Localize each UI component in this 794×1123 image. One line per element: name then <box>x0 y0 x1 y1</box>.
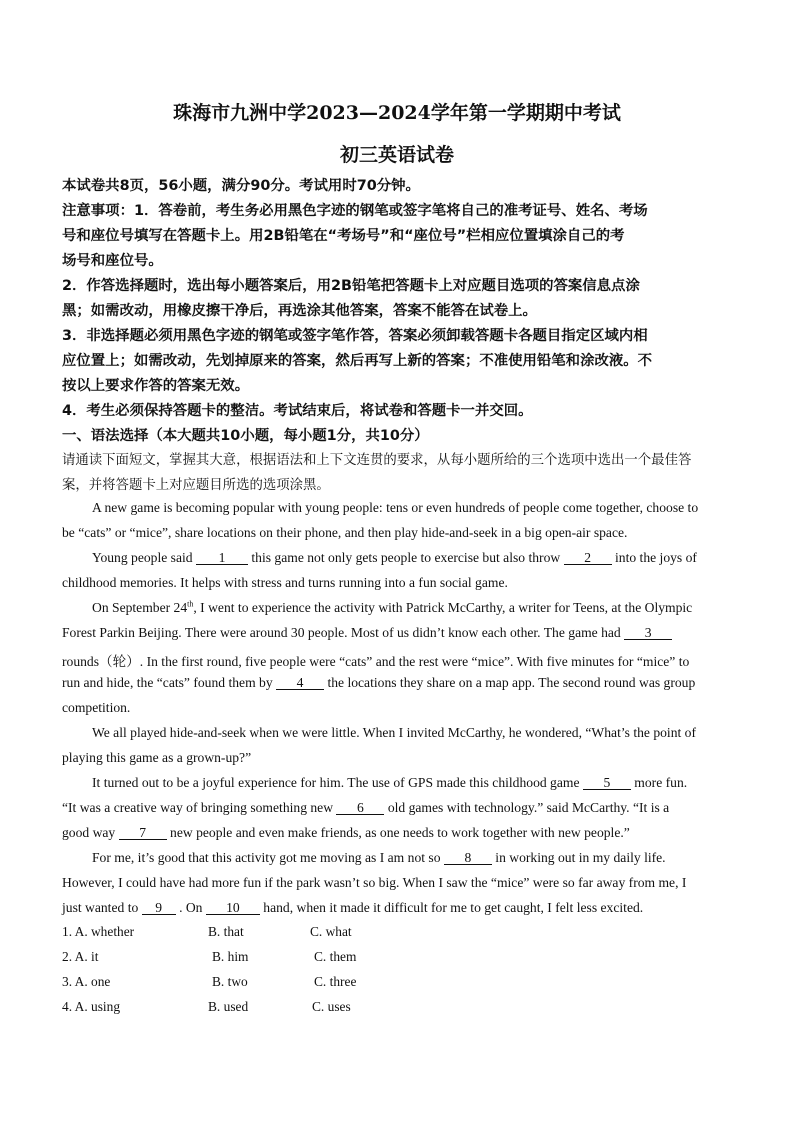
passage-text: run and hide, the “cats” found them by <box>62 675 277 690</box>
passage-text: more fun. <box>630 775 688 790</box>
instruction-line: 2．作答选择题时，选出每小题答案后，用2B铅笔把答题卡上对应题目选项的答案信息点涂 <box>62 278 640 294</box>
passage-text: old games with technology.” said McCarthy. “It is a <box>384 800 670 815</box>
passage-text: “It was a creative way of bringing something new <box>62 800 337 815</box>
passage-line: competition. <box>62 700 131 715</box>
passage-text: this game not only gets people to exercise but also throw <box>247 550 564 565</box>
passage-line: However, I could have had more fun if the park wasn’t so big. When I saw the “mice” were so far away from me, I <box>62 875 687 890</box>
option-c: C. them <box>314 949 357 964</box>
blank-2: 2 <box>564 551 612 565</box>
blank-10: 10 <box>206 901 260 915</box>
passage-text: , I went to experience the activity with Patrick McCarthy, a writer for Teens, at the Olympic <box>193 600 693 615</box>
option-a: 4. A. using <box>62 999 121 1014</box>
section-directions: 案，并将答题卡上对应题目所选的选项涂黑。 <box>62 478 330 493</box>
blank-1: 1 <box>196 551 248 565</box>
blank-5: 5 <box>583 776 631 790</box>
passage-line: A new game is becoming popular with young people: tens or even hundreds of people come together, choose to <box>92 500 699 515</box>
blank-3: 3 <box>624 626 672 640</box>
passage-text: It turned out to be a joyful experience for him. The use of GPS made this childhood game <box>92 775 583 790</box>
passage-line: We all played hide-and-seek when we were little. When I invited McCarthy, he wondered, “What’s the point of <box>92 725 696 740</box>
instruction-line: 场号和座位号。 <box>62 253 163 269</box>
passage-line <box>62 900 734 916</box>
exam-subtitle: 初三英语试卷 <box>339 144 454 166</box>
instruction-line: 黑；如需改动，用橡皮擦干净后，再选涂其他答案，答案不能答在试卷上。 <box>62 303 537 319</box>
passage-line: childhood memories. It helps with stress and turns running into a fun social game. <box>62 575 508 590</box>
option-a: 3. A. one <box>62 974 111 989</box>
passage-line <box>92 600 734 616</box>
option-c: C. what <box>310 924 352 939</box>
option-a: 2. A. it <box>62 949 99 964</box>
passage-text: just wanted to <box>62 900 142 915</box>
passage-line <box>62 675 734 691</box>
blank-4: 4 <box>276 676 324 690</box>
passage-text: . On <box>175 900 206 915</box>
passage-line: playing this game as a grown-up?” <box>62 750 252 765</box>
option-b: B. that <box>208 924 244 939</box>
passage-text: new people and even make friends, as one needs to work together with new people.” <box>166 825 630 840</box>
instruction-line: 注意事项：1．答卷前，考生务必用黑色字迹的钢笔或签字笔将自己的准考证号、姓名、考场 <box>62 203 648 219</box>
passage-line <box>62 800 734 816</box>
superscript: th <box>187 599 194 609</box>
option-c: C. three <box>314 974 357 989</box>
passage-text: Young people said <box>92 550 196 565</box>
option-a: 1. A. whether <box>62 924 135 939</box>
passage-text: the locations they share on a map app. The second round was group <box>324 675 696 690</box>
passage-line <box>92 550 734 566</box>
option-c: C. uses <box>312 999 351 1014</box>
option-b: B. him <box>212 949 249 964</box>
option-b: B. used <box>208 999 249 1014</box>
blank-8: 8 <box>444 851 492 865</box>
passage-line <box>92 775 734 791</box>
section-directions: 请通读下面短文，掌握其大意，根据语法和上下文连贯的要求，从每小题所给的三个选项中选出一个最佳答 <box>62 453 692 468</box>
passage-line <box>62 825 734 841</box>
passage-text: good way <box>62 825 119 840</box>
instruction-line: 本试卷共8页，56小题，满分90分。考试用时70分钟。 <box>62 178 420 194</box>
instruction-line: 应位置上；如需改动，先划掉原来的答案，然后再写上新的答案；不准使用铅笔和涂改液。不 <box>62 353 653 369</box>
passage-line <box>62 625 734 641</box>
passage-text: in working out in my daily life. <box>491 850 666 865</box>
passage-text: hand, when it made it difficult for me to get caught, I felt less excited. <box>259 900 644 915</box>
passage-text: Forest Parkin Beijing. There were around 30 people. Most of us didn’t know each other. The game had <box>62 625 625 640</box>
passage-line: rounds（轮）. In the first round, five people were “cats” and the rest were “mice”. With five minutes for “mice” to <box>62 654 690 669</box>
instruction-line: 4．考生必须保持答题卡的整洁。考试结束后，将试卷和答题卡一并交回。 <box>62 403 533 419</box>
section-heading: 一、语法选择（本大题共10小题，每小题1分，共10分） <box>62 428 429 444</box>
passage-line: be “cats” or “mice”, share locations on their phone, and then play hide-and-seek in a big open-air space. <box>62 525 628 540</box>
option-b: B. two <box>212 974 248 989</box>
passage-text: into the joys of <box>611 550 697 565</box>
instruction-line: 3．非选择题必须用黑色字迹的钢笔或签字笔作答，答案必须卸载答题卡各题目指定区域内相 <box>62 328 648 344</box>
blank-6: 6 <box>336 801 384 815</box>
passage-line <box>92 850 734 866</box>
blank-9: 9 <box>142 901 176 915</box>
passage-text: For me, it’s good that this activity got me moving as I am not so <box>92 850 444 865</box>
instruction-line: 号和座位号填写在答题卡上。用2B铅笔在“考场号”和“座位号”栏相应位置填涂自己的考 <box>62 228 625 244</box>
blank-7: 7 <box>119 826 167 840</box>
instruction-line: 按以上要求作答的答案无效。 <box>62 378 250 394</box>
exam-title: 珠海市九洲中学2023—2024学年第一学期期中考试 <box>173 102 621 124</box>
passage-text: On September 24 <box>92 600 188 615</box>
